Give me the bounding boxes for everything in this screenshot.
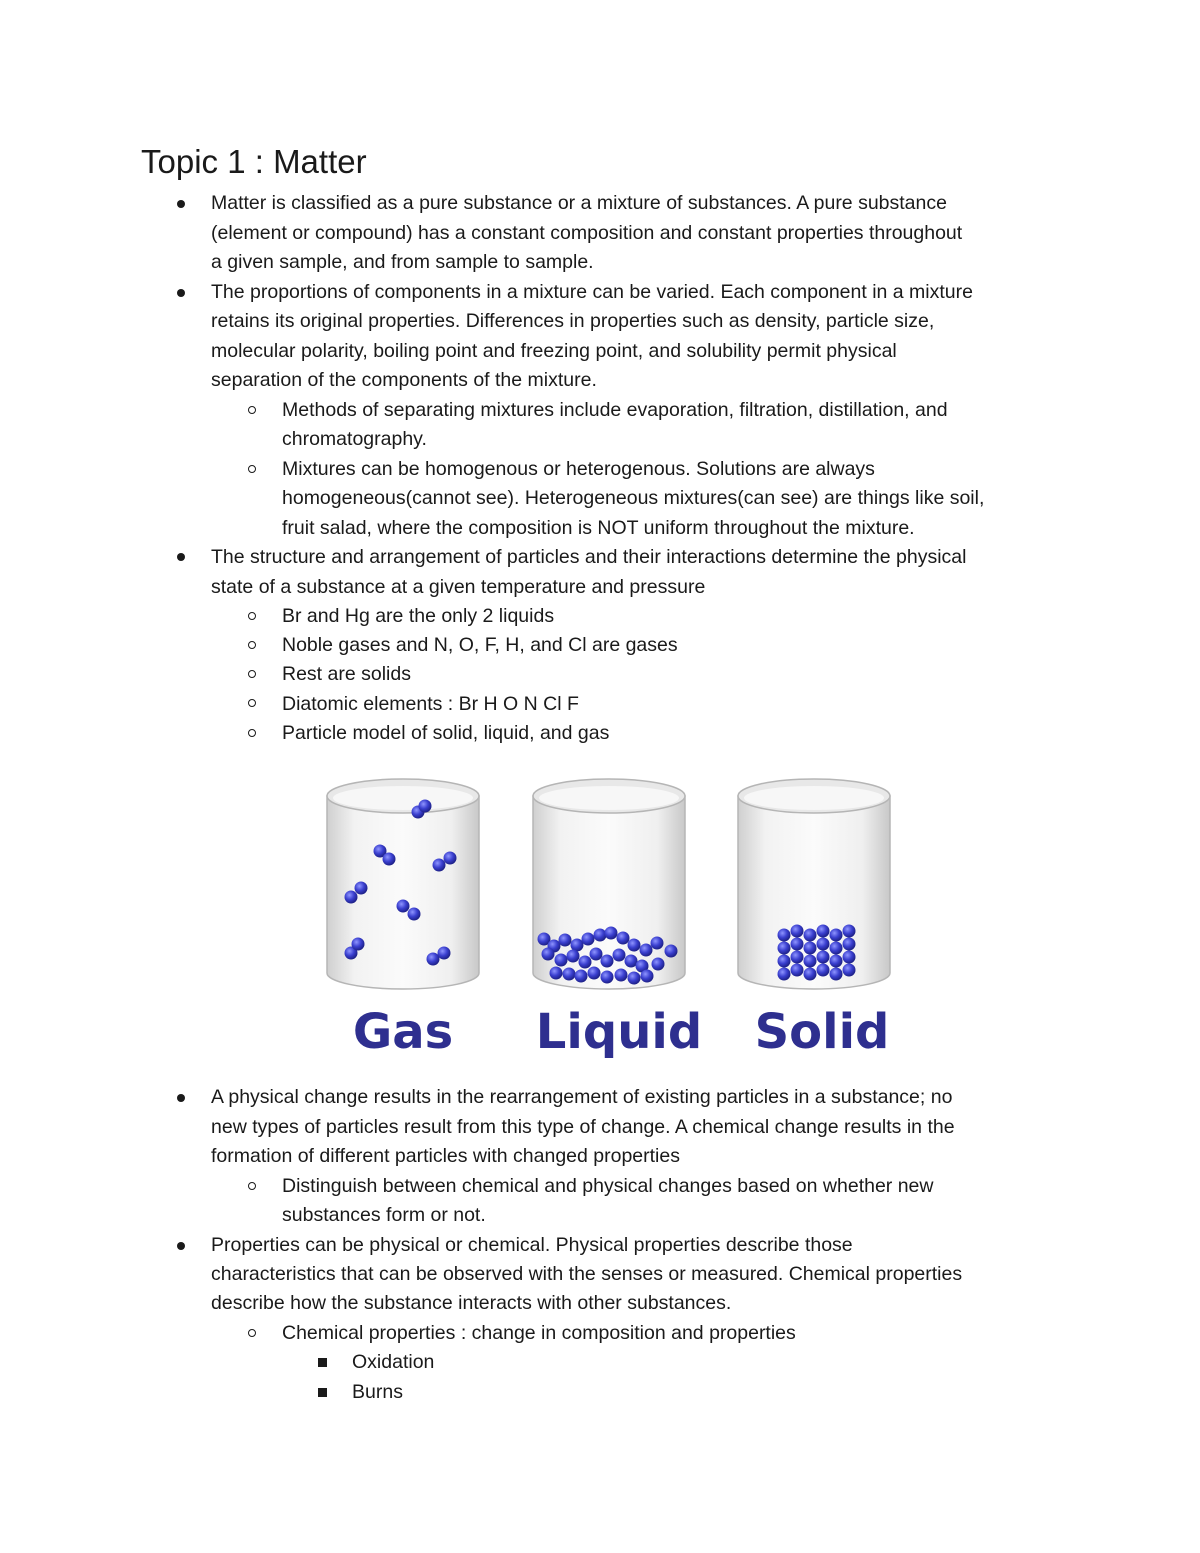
text-line: Particle model of solid, liquid, and gas (282, 722, 610, 744)
text-line: Burns (352, 1380, 403, 1403)
text-line: Methods of separating mixtures include evaporation, filtration, distillation, and (282, 398, 948, 421)
text-line: Chemical properties : change in composition and properties (282, 1321, 796, 1344)
text-line: Br and Hg are the only 2 liquids (282, 605, 555, 627)
text-line: new types of particles result from this type of change. A chemical change results in the (211, 1115, 955, 1138)
text-line: characteristics that can be observed with the senses or measured. Chemical properties (211, 1263, 963, 1285)
bullet-icon (177, 200, 185, 208)
page-title: Topic 1 : Matter (141, 143, 367, 180)
bullet-icon (177, 1094, 185, 1102)
text-line: (element or compound) has a constant composition and constant properties throughout (211, 221, 963, 244)
liquid-label: Liquid (535, 1004, 703, 1060)
circle-bullet-icon (248, 670, 256, 678)
circle-bullet-icon (248, 729, 256, 737)
text-line: Distinguish between chemical and physical changes based on whether new (282, 1174, 934, 1197)
text-line: Mixtures can be homogenous or heterogenous. Solutions are always (282, 457, 875, 480)
text-line: Diatomic elements : Br H O N Cl F (282, 692, 579, 715)
text-line: Properties can be physical or chemical. Physical properties describe those (211, 1233, 853, 1256)
text-line: chromatography. (282, 428, 427, 450)
circle-bullet-icon (248, 406, 256, 414)
gas-label: Gas (352, 1004, 454, 1060)
square-bullet-icon (318, 1358, 327, 1367)
text-line: A physical change results in the rearrangement of existing particles in a substance; no (211, 1086, 953, 1108)
circle-bullet-icon (248, 1329, 256, 1337)
text-line: homogeneous(cannot see). Heterogeneous mixtures(can see) are things like soil, (282, 487, 985, 509)
bullet-icon (177, 289, 185, 297)
text-line: state of a substance at a given temperature and pressure (211, 575, 706, 598)
text-line: The structure and arrangement of particles and their interactions determine the physical (211, 546, 967, 568)
square-bullet-icon (318, 1388, 327, 1397)
text-line: Rest are solids (282, 663, 411, 685)
circle-bullet-icon (248, 1182, 256, 1190)
circle-bullet-icon (248, 465, 256, 473)
text-line: Matter is classified as a pure substance or a mixture of substances. A pure substance (211, 192, 947, 214)
text-line: Noble gases and N, O, F, H, and Cl are gases (282, 634, 678, 656)
solid-label: Solid (754, 1004, 890, 1060)
text-line: separation of the components of the mixture. (211, 369, 597, 391)
text-line: describe how the substance interacts with other substances. (211, 1292, 732, 1314)
text-line: retains its original properties. Differences in properties such as density, particle size, (211, 310, 935, 332)
circle-bullet-icon (248, 612, 256, 620)
circle-bullet-icon (248, 641, 256, 649)
text-line: a given sample, and from sample to sample. (211, 251, 594, 273)
text-line: formation of different particles with changed properties (211, 1145, 680, 1167)
circle-bullet-icon (248, 699, 256, 707)
text-line: fruit salad, where the composition is NOT uniform throughout the mixture. (282, 516, 915, 539)
text-line: molecular polarity, boiling point and freezing point, and solubility permit physical (211, 339, 897, 362)
bullet-icon (177, 553, 185, 561)
bullet-icon (177, 1242, 185, 1250)
text-line: substances form or not. (282, 1204, 486, 1226)
text-line: The proportions of components in a mixture can be varied. Each component in a mixture (211, 280, 973, 303)
particle-model-figure (315, 768, 895, 1068)
text-line: Oxidation (352, 1351, 435, 1373)
